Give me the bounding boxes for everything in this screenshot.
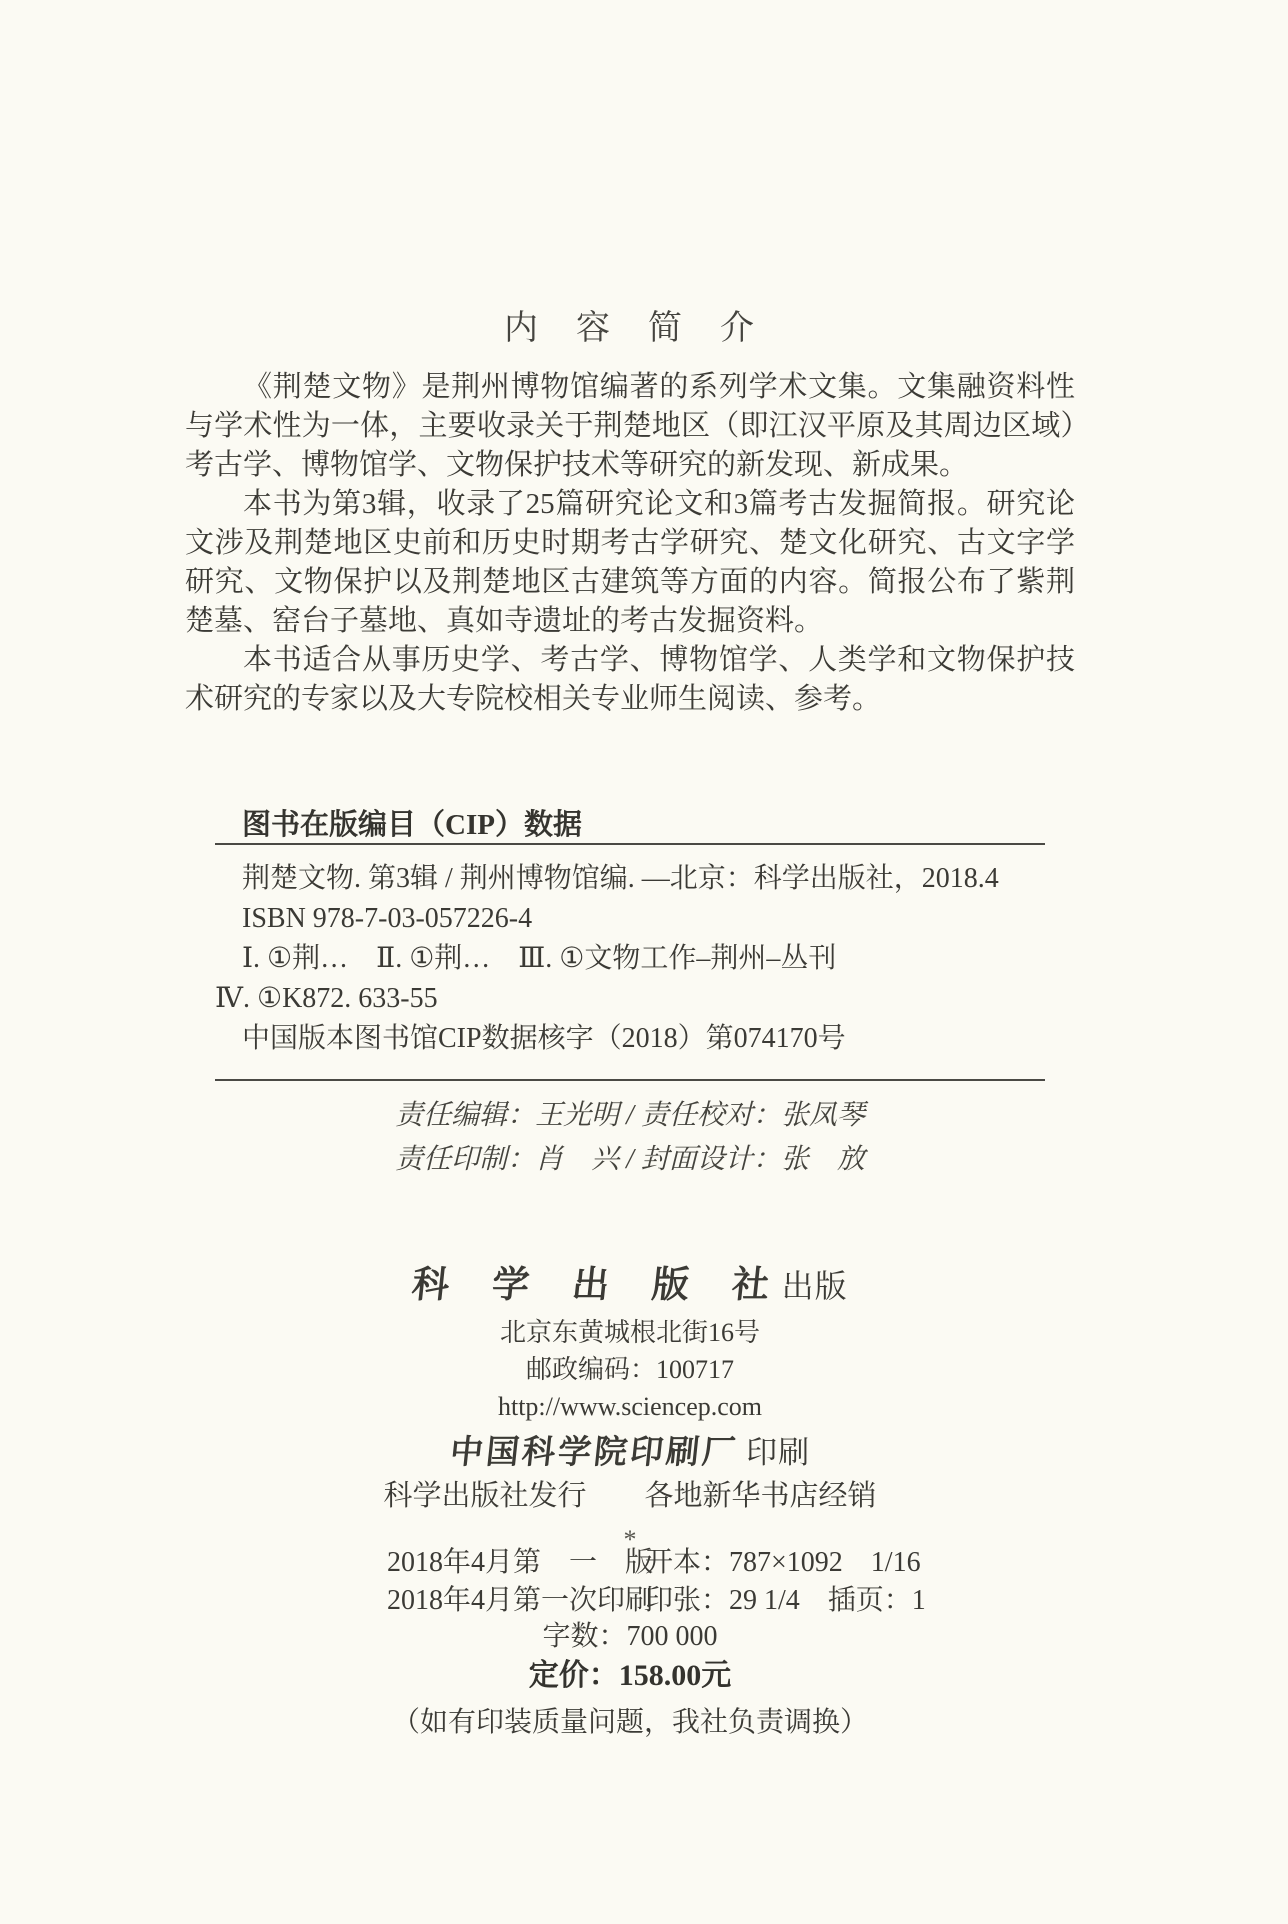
quality-notice: （如有印装质量问题，我社负责调换） (391, 1707, 868, 1738)
cip-line-isbn: ISBN 978-7-03-057226-4 (242, 903, 533, 934)
intro-paragraph: 本书为第3辑，收录了25篇研究论文和3篇考古发掘简报。研究论文涉及荆楚地区史前和历史时期考古学研究、楚文化研究、古文字学研究、文物保护以及荆楚地区古建筑等方面的内容。简报公布了紫荆楚墓、窑台子墓地、真如寺遗址的考古发掘资料。 (185, 488, 1075, 637)
cip-line-title: 荆楚文物. 第3辑 / 荆州博物馆编. —北京：科学出版社，2018.4 (242, 863, 999, 894)
printer-name-suffix: 印刷 (746, 1435, 811, 1470)
publisher-address: 北京东黄城根北街16号 (499, 1318, 760, 1347)
publisher-postcode: 邮政编码：100717 (525, 1355, 734, 1384)
distribution-line: 科学出版社发行 各地新华书店经销 (383, 1480, 877, 1512)
printer-name-script: 中国科学院印刷厂 (447, 1435, 740, 1471)
credits-line-printing: 责任印制：肖 兴 / 封面设计：张 放 (395, 1144, 865, 1175)
publisher-block (185, 1264, 1075, 1557)
content-summary-body (185, 368, 1075, 719)
cip-line-classification: Ⅰ. ①荆… Ⅱ. ①荆… Ⅲ. ①文物工作–荆州–丛刊 (242, 943, 837, 974)
price: 定价：158.00元 (528, 1659, 732, 1692)
edition-date: 2018年4月第 一 版 (387, 1547, 654, 1578)
cip-data-box (215, 843, 1045, 1081)
intro-paragraph: 《荆楚文物》是荆州博物馆编著的系列学术文集。文集融资料性与学术性为一体，主要收录关于荆楚地区（即江汉平原及其周边区域）考古学、博物馆学、文物保护技术等研究的新发现、新成果。 (185, 371, 1075, 481)
edition-row-2 (387, 1578, 926, 1618)
sheets-spec: 印张：29 1/4 插页：1 (645, 1585, 926, 1616)
cip-heading: 图书在版编目（CIP）数据 (242, 809, 582, 841)
format-spec: 开本：787×1092 1/16 (645, 1547, 921, 1578)
printing-date: 2018年4月第一次印刷 (387, 1585, 654, 1616)
credits-line-editor: 责任编辑：王光明 / 责任校对：张凤琴 (395, 1100, 865, 1131)
word-count: 字数：700 000 (542, 1621, 718, 1652)
publisher-name-line (185, 1264, 1075, 1308)
asterisk-separator: * (623, 1525, 637, 1554)
cip-line-registration: 中国版本图书馆CIP数据核字（2018）第074170号 (242, 1023, 846, 1054)
publisher-website: http://www.sciencep.com (497, 1392, 763, 1421)
cip-line-call-number: Ⅳ. ①K872. 633-55 (215, 983, 438, 1014)
staff-credits (185, 1094, 1075, 1182)
edition-row-1 (387, 1540, 921, 1580)
intro-paragraph: 本书适合从事历史学、考古学、博物馆学、人类学和文物保护技术研究的专家以及大专院校相关专业师生阅读、参考。 (185, 644, 1075, 715)
publisher-name-script: 科 学 出 版 社 (410, 1265, 775, 1306)
publisher-name-suffix: 出版 (781, 1268, 848, 1304)
printer-line (185, 1431, 1075, 1475)
content-summary-title: 内 容 简 介 (504, 310, 756, 347)
